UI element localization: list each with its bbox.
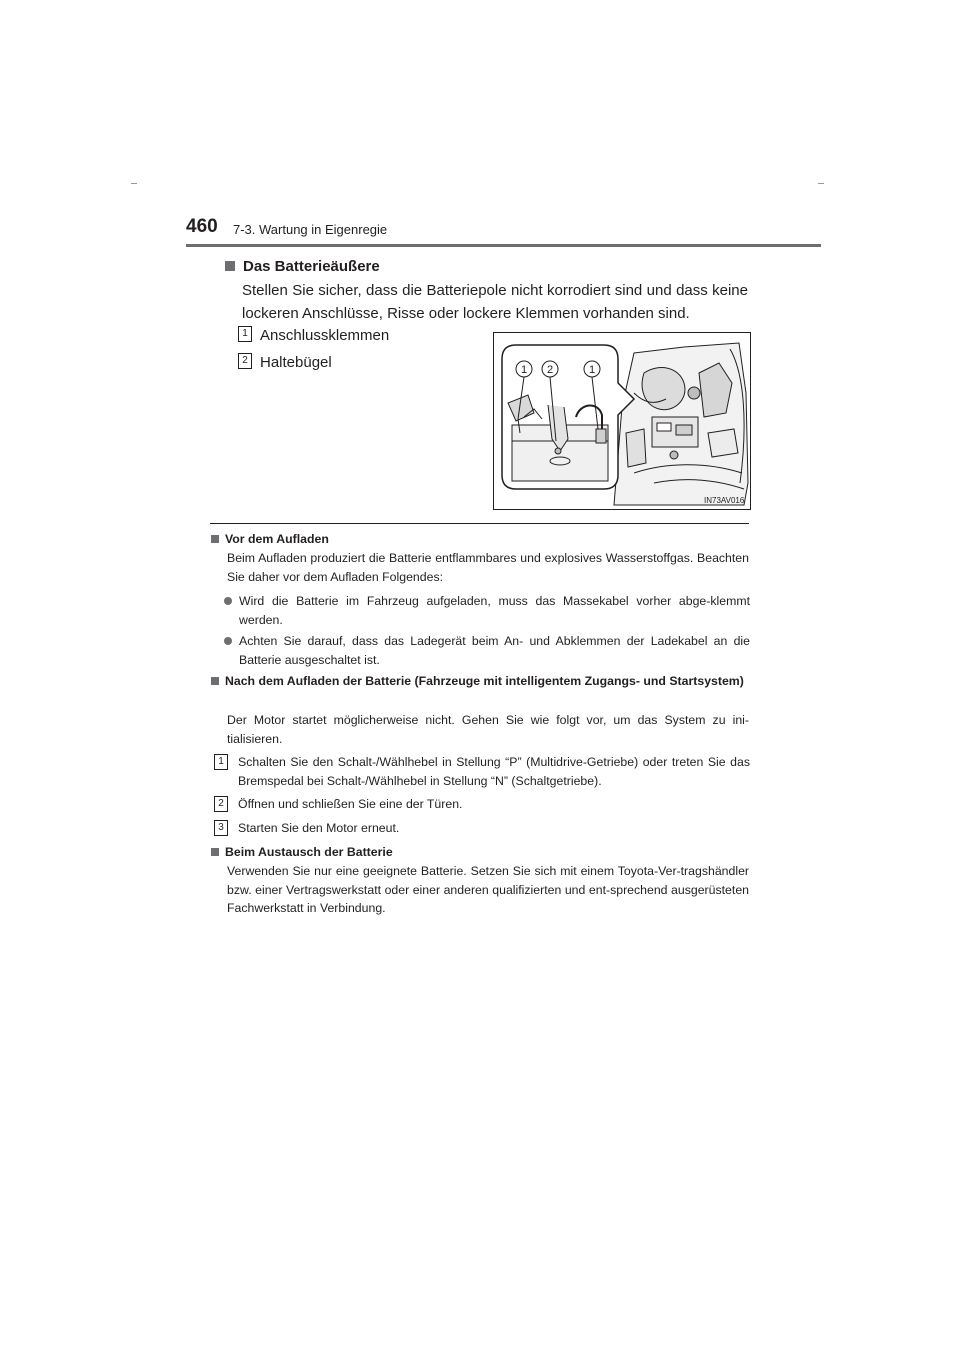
square-bullet-icon — [211, 848, 219, 856]
crop-mark-right — [818, 183, 824, 184]
crop-mark-left — [131, 183, 137, 184]
figure-code: IN73AV016 — [704, 496, 745, 505]
step-number: 3 — [214, 820, 228, 836]
replacement-text: Verwenden Sie nur eine geeignete Batterie. Setzen Sie sich mit einem Toyota-Ver-tragshändler bzw. einer Vertragswerkstatt oder einer anderen qualifizierten und ent-sprechend ausgerüsteten Fachwerkstatt in Verbindung. — [227, 864, 749, 915]
legend-label: Anschlussklemmen — [260, 327, 390, 344]
charging-before-heading — [211, 530, 751, 549]
after-charging-text: Der Motor startet möglicherweise nicht. Gehen Sie wie folgt vor, um das System zu ini-tialisieren. — [227, 713, 749, 746]
square-bullet-icon — [211, 535, 219, 543]
round-bullet-icon — [224, 597, 232, 605]
square-bullet-icon — [211, 677, 219, 685]
step-text: Öffnen und schließen Sie eine der Türen. — [238, 797, 463, 811]
square-bullet-icon — [225, 261, 235, 271]
figure-callout: 2 — [546, 364, 554, 376]
charging-before-heading-text: Vor dem Aufladen — [225, 532, 329, 546]
legend-number: 1 — [238, 326, 252, 342]
replacement-heading — [211, 843, 751, 862]
legend-item-bracket — [238, 354, 332, 371]
legend-label: Haltebügel — [260, 354, 332, 371]
bullet-text: Wird die Batterie im Fahrzeug aufgeladen, muss das Massekabel vorher abge-klemmt werden. — [239, 594, 750, 627]
charging-before-text: Beim Aufladen produziert die Batterie entflammbares und explosives Wasserstoffgas. Beachten Sie daher vor dem Aufladen Folgendes: — [227, 551, 749, 584]
step-number: 2 — [214, 796, 228, 812]
after-charging-heading — [211, 672, 751, 691]
after-charging-heading-text: Nach dem Aufladen der Batterie (Fahrzeuge mit intelligentem Zugangs- und Startsystem) — [225, 674, 744, 688]
figure-callout: 1 — [520, 364, 528, 376]
step-text: Starten Sie den Motor erneut. — [238, 821, 400, 835]
legend-item-terminals — [238, 327, 389, 344]
replacement-heading-text: Beim Austausch der Batterie — [225, 845, 393, 859]
legend-number: 2 — [238, 353, 252, 369]
battery-exterior-text: Stellen Sie sicher, dass die Batteriepole nicht korrodiert sind und dass keine lockeren Anschlüsse, Risse oder lockere Klemmen vorhanden sind. — [242, 282, 748, 322]
battery-exterior-heading-text: Das Batterieäußere — [243, 258, 380, 275]
step-text: Schalten Sie den Schalt-/Wählhebel in Stellung “P” (Multidrive-Getriebe) oder treten Sie das Bremspedal bei Schalt-/Wählhebel in Stellung “N” (Schaltgetriebe). — [238, 755, 750, 788]
page-number: 460 — [186, 216, 218, 237]
battery-exterior-heading — [225, 256, 750, 278]
bullet-text: Achten Sie darauf, dass das Ladegerät beim An- und Abklemmen der Ladekabel an die Batterie ausgeschaltet ist. — [239, 634, 750, 667]
round-bullet-icon — [224, 637, 232, 645]
header-rule — [186, 244, 821, 247]
step-number: 1 — [214, 754, 228, 770]
section-title: 7-3. Wartung in Eigenregie — [233, 222, 388, 237]
section-divider — [210, 523, 749, 524]
battery-illustration — [493, 332, 751, 510]
figure-callout: 1 — [588, 364, 596, 376]
engine-bay-drawing — [494, 333, 750, 509]
